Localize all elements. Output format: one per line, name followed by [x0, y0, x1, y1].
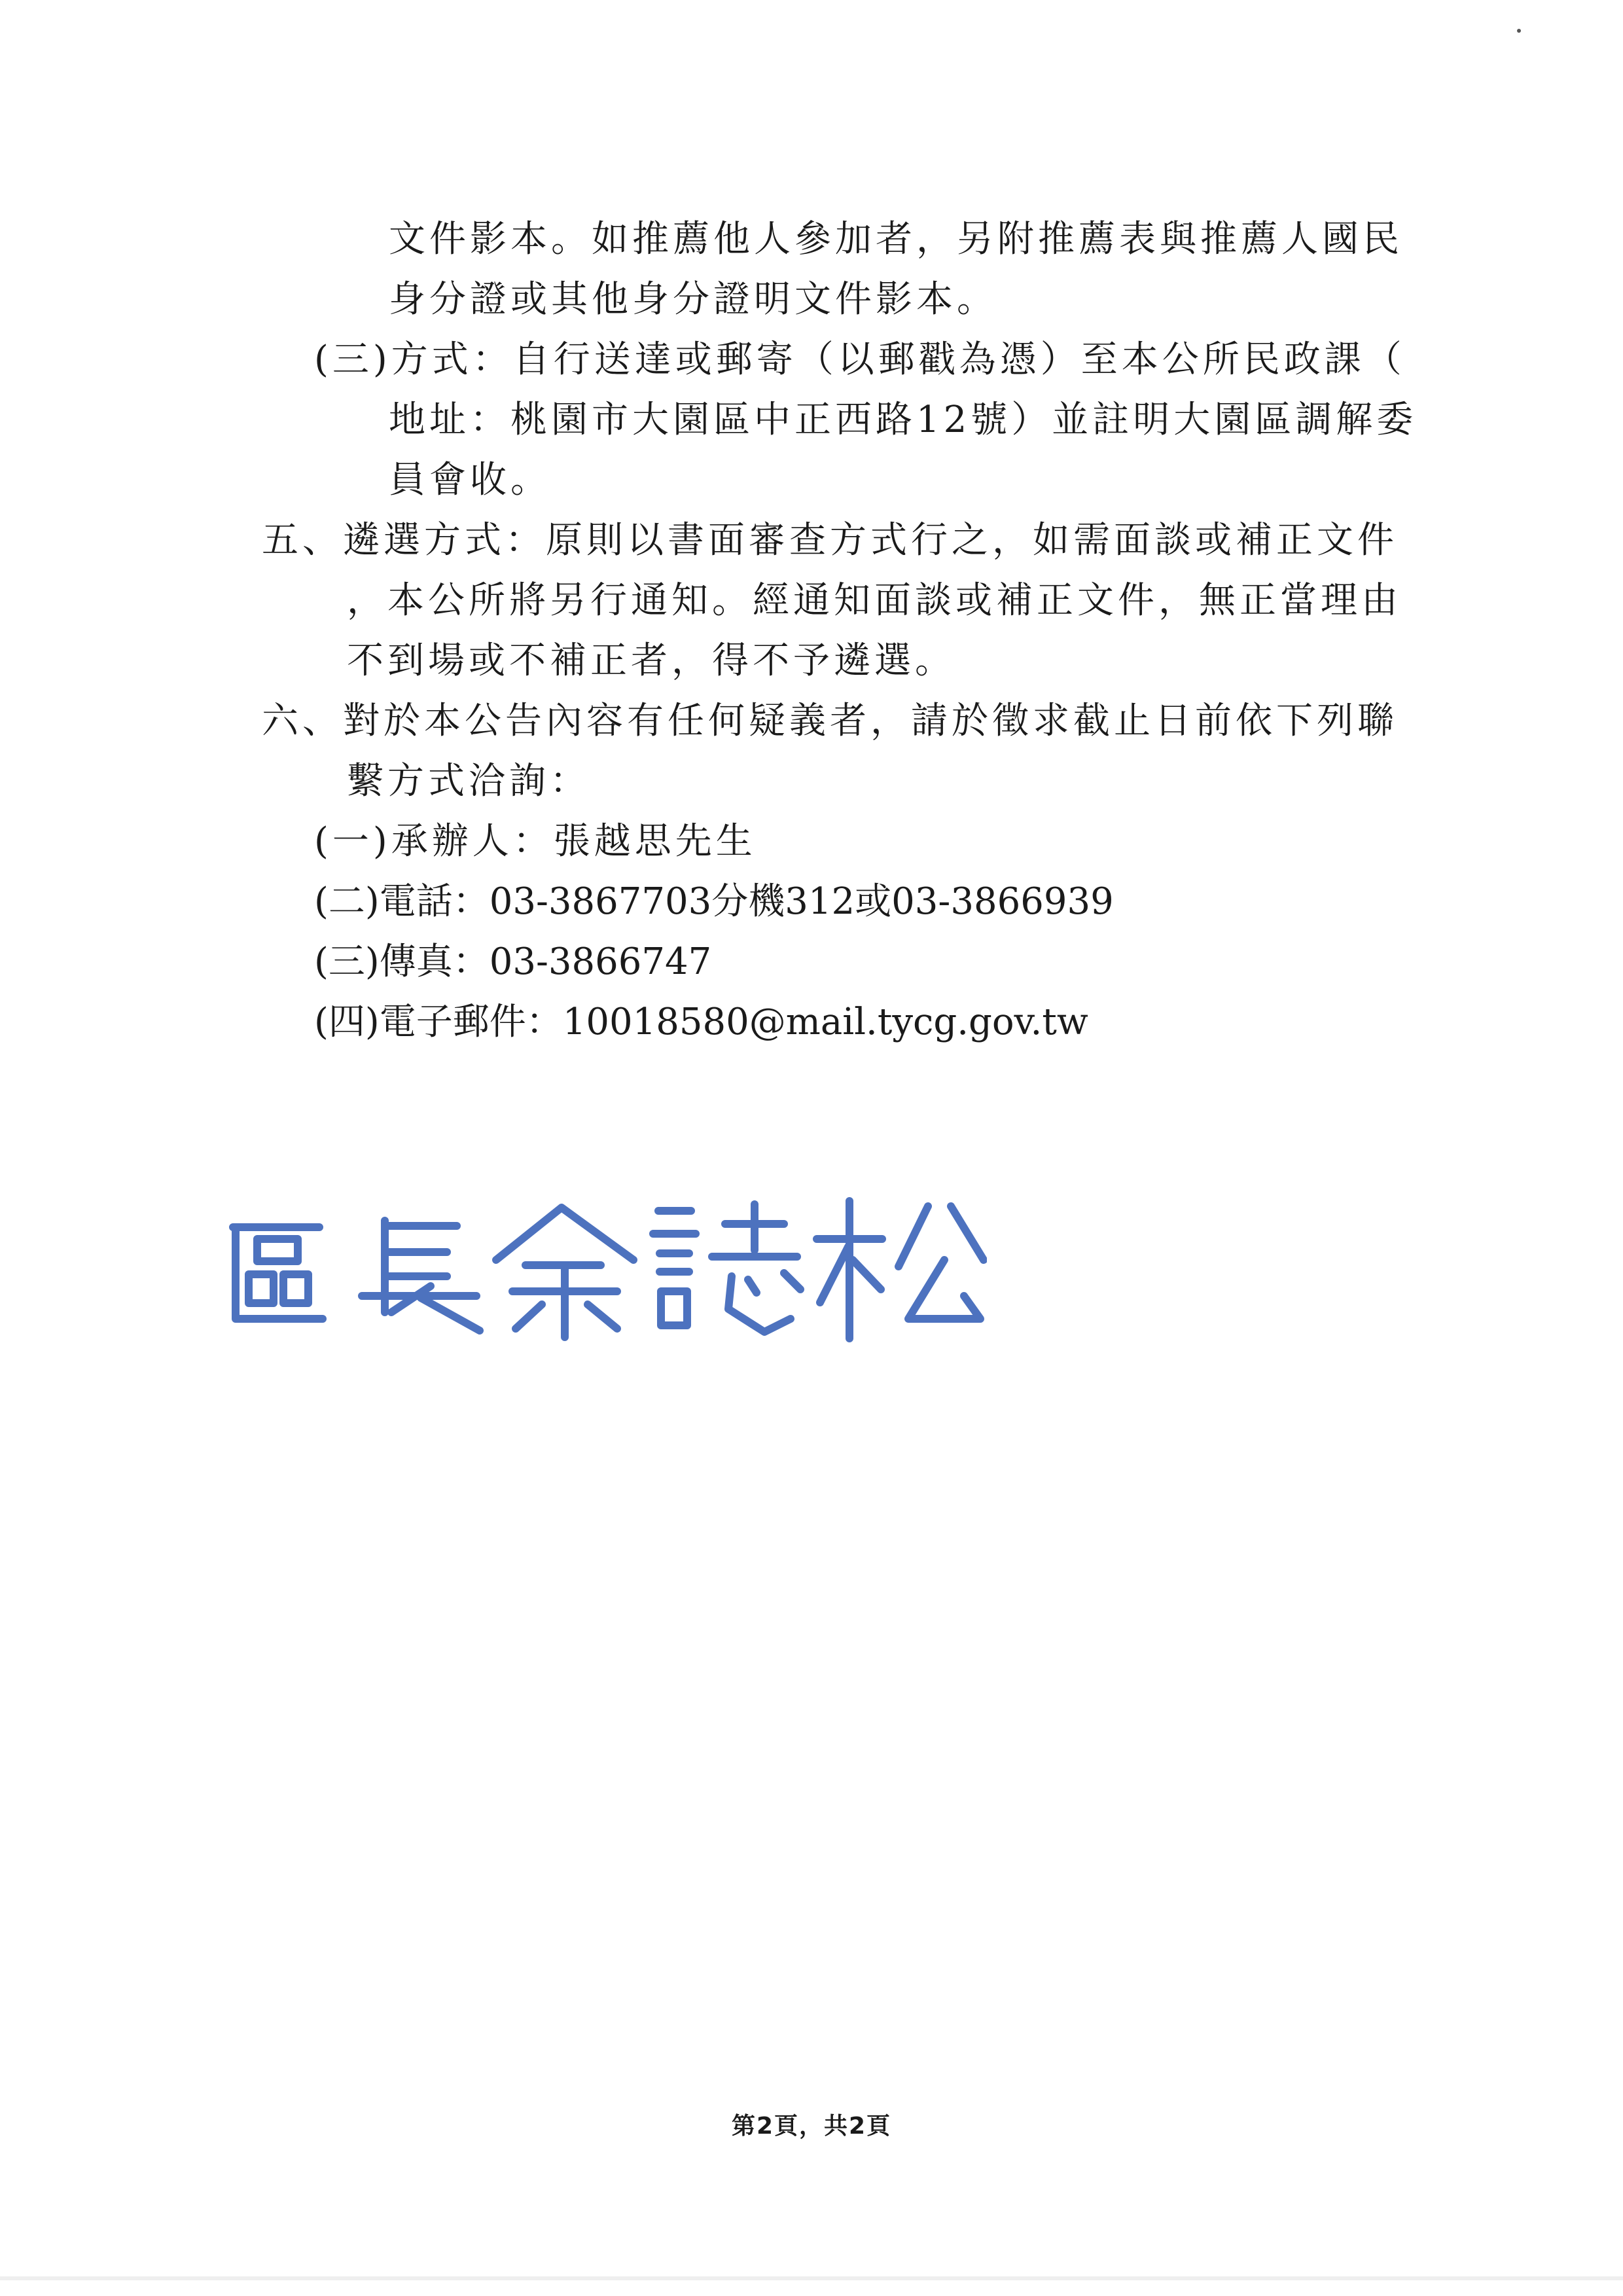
body-line: 身分證或其他身分證明文件影本。 [389, 278, 997, 321]
scan-edge [0, 2276, 1623, 2280]
signature-stamp [221, 1188, 987, 1345]
body-line: (三)方式：自行送達或郵寄（以郵戳為憑）至本公所民政課（ [314, 338, 1406, 381]
body-line: 員會收。 [389, 459, 551, 501]
section-heading: 五、遴選方式：原則以書面審查方式行之，如需面談或補正文件 [262, 519, 1398, 562]
scan-speck [1517, 29, 1521, 33]
body-line: 不到場或不補正者，得不予遴選。 [347, 639, 955, 682]
page-footer: 第2頁，共2頁 [731, 2113, 892, 2140]
contact-phone: (二)電話：03-3867703分機312或03-3866939 [314, 880, 1114, 923]
body-line: 繫方式洽詢： [347, 760, 590, 802]
contact-email: (四)電子郵件：10018580@mail.tycg.gov.tw [314, 1001, 1088, 1043]
contact-fax: (三)傳真：03-3866747 [314, 941, 712, 983]
body-line: ，本公所將另行通知。經通知面談或補正文件，無正當理由 [347, 579, 1402, 622]
section-heading: 六、對於本公告內容有任何疑義者，請於徵求截止日前依下列聯 [262, 700, 1398, 742]
contact-person: (一)承辦人：張越思先生 [314, 820, 757, 863]
body-line: 地址：桃園市大園區中正西路12號）並註明大園區調解委 [389, 399, 1418, 441]
body-line: 文件影本。如推薦他人參加者，另附推薦表與推薦人國民 [389, 218, 1403, 260]
